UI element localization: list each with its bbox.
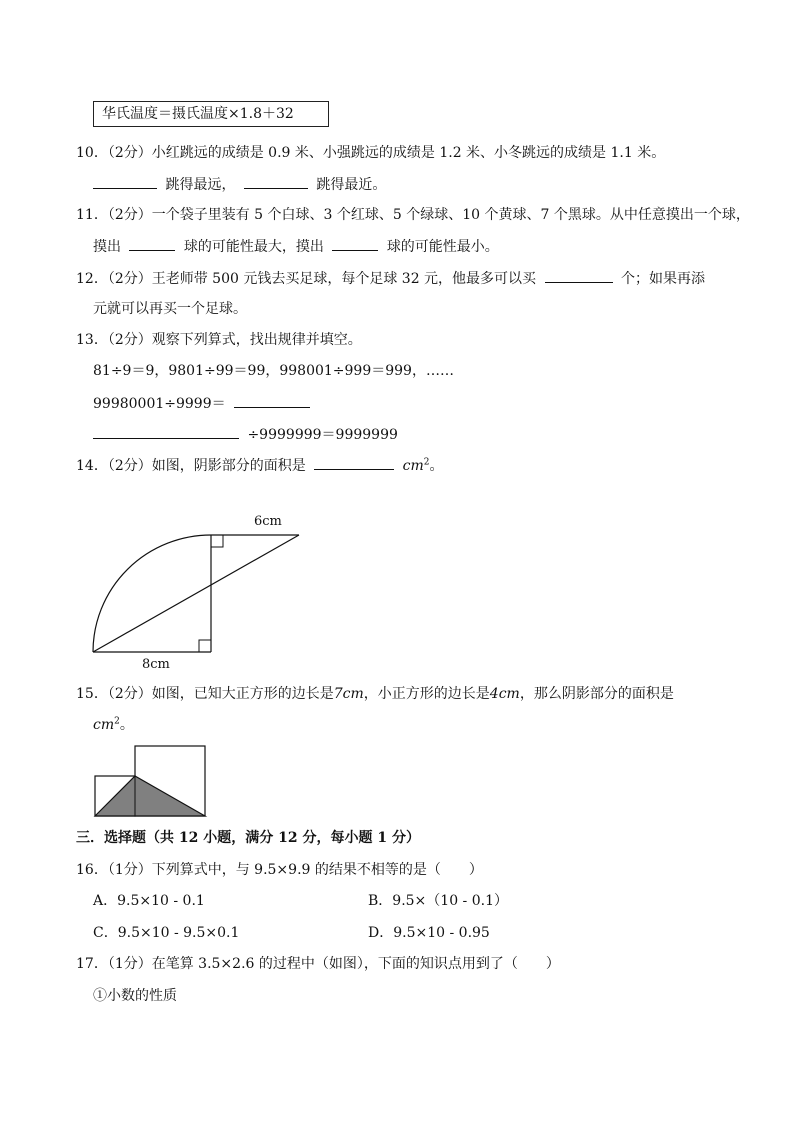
q14-label-8cm: 8cm	[142, 657, 170, 672]
q12-line2: 元就可以再买一个足球。	[93, 301, 247, 317]
q16-option-c[interactable]: C．9.5×10 - 9.5×0.1	[93, 925, 240, 941]
q12-text-a: 12．（2分）王老师带 500 元钱去买足球，每个足球 32 元，他最多可以买	[76, 271, 537, 287]
q15-small-side: 4	[489, 686, 499, 702]
q16-option-b[interactable]: B．9.5×（10 - 0.1）	[368, 893, 508, 909]
q13-line2: 81÷9＝9，9801÷99＝99，998001÷999＝999，……	[93, 363, 454, 379]
q14-text-a: 14．（2分）如图，阴影部分的面积是	[76, 458, 306, 474]
q11-text-a: 摸出	[93, 239, 121, 255]
q10-text-a: 跳得最远，	[165, 177, 236, 193]
q11-text-c: 球的可能性最小。	[386, 239, 499, 255]
q17-stem: 17．（1分）在笔算 3.5×2.6 的过程中（如图），下面的知识点用到了（ ）	[76, 956, 560, 972]
q15-text-c: ，那么阴影部分的面积是	[519, 686, 674, 702]
q10-line1: 10．（2分）小红跳远的成绩是 0.9 米、小强跳远的成绩是 1.2 米、小冬跳远的成绩是 1.1 米。	[76, 145, 666, 161]
q15-big-side: 7	[333, 686, 343, 702]
q16-stem: 16．（1分）下列算式中，与 9.5×9.9 的结果不相等的是（ ）	[76, 862, 483, 878]
q14-end: 。	[429, 458, 444, 474]
q13-text-a: 99980001÷9999＝	[93, 396, 226, 412]
q15-unit-exp: 2	[114, 716, 120, 727]
q10-text-b: 跳得最近。	[316, 177, 387, 193]
q15-unit-c: cm	[93, 717, 115, 733]
q15-unit-a: cm	[342, 686, 364, 702]
q15-shaded-triangle	[95, 776, 205, 816]
q15-end: 。	[119, 717, 134, 733]
q15-unit-b: cm	[498, 686, 520, 702]
q16-option-d[interactable]: D．9.5×10 - 0.95	[368, 925, 490, 941]
q14-unit-exp: 2	[423, 457, 430, 468]
section-3-heading: 三．选择题（共 12 小题，满分 12 分，每小题 1 分）	[76, 830, 420, 846]
formula-text: 华氏温度＝摄氏温度×1.8＋32	[102, 106, 294, 122]
q11-text-b: 球的可能性最大，摸出	[183, 239, 324, 255]
q14-unit: cm	[402, 458, 424, 474]
q17-item-1: ①小数的性质	[93, 988, 177, 1004]
q13-text-b: ÷9999999＝9999999	[247, 427, 398, 443]
q11-line1: 11．（2分）一个袋子里装有 5 个白球、3 个红球、5 个绿球、10 个黄球、7 个黑球。从中任意摸出一个球，	[76, 207, 750, 223]
q14-label-6cm: 6cm	[254, 514, 282, 529]
q13-line1: 13．（2分）观察下列算式，找出规律并填空。	[76, 332, 362, 348]
q15-text-b: ，小正方形的边长是	[363, 686, 490, 702]
q12-text-b: 个；如果再添	[620, 271, 705, 287]
q16-option-a[interactable]: A．9.5×10 - 0.1	[93, 893, 205, 909]
q15-text-a: 15．（2分）如图，已知大正方形的边长是	[76, 686, 334, 702]
